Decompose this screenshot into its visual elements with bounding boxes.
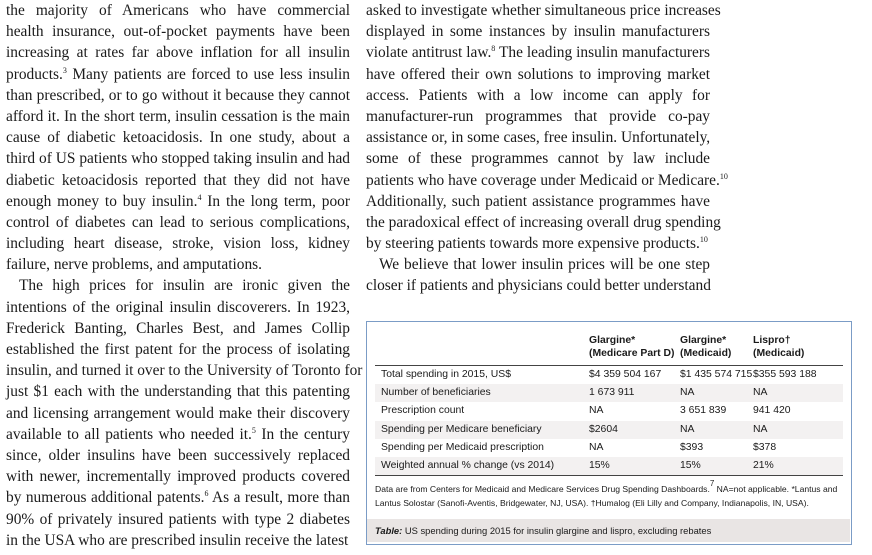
table-cell: 3 651 839 [680, 405, 727, 417]
text-line: The high prices for insulin are ironic given the [19, 277, 350, 295]
text-line: by numerous additional patents.$^6$ As a result, more than [6, 489, 350, 507]
text-line: available to all patients who needed it.$^5$ In the century [6, 425, 350, 443]
table-cell: 1 673 911 [589, 387, 635, 399]
caption-label: Table: [375, 525, 403, 536]
table-header [375, 329, 843, 365]
text-line: and licensing arrangement would make their discovery [6, 404, 350, 422]
table-row [375, 384, 843, 402]
caption-text: US spending during 2015 for insulin glargine and lispro, excluding rebates [402, 525, 712, 536]
table-figure [366, 321, 852, 545]
table-cell: $1 435 574 715 [680, 369, 753, 380]
text-line: by steering patients towards more expensive products.$^{10}$ [366, 235, 708, 253]
text-line: the majority of Americans who have commercial [6, 2, 350, 19]
table-cell: NA [753, 387, 768, 399]
text-line: access. Patients with a low income can apply for [366, 86, 710, 104]
table-cell: $378 [753, 441, 777, 453]
text-line: closer if patients and physicians could better understand [366, 277, 711, 295]
text-line: some of these programmes cannot by law include [366, 150, 710, 168]
table-cell: NA [680, 423, 695, 435]
table-cell: 15% [680, 459, 701, 471]
text-line: Frederick Banting, Charles Best, and James Collip [6, 319, 350, 337]
table-cell: 15% [589, 459, 610, 471]
table-row [375, 402, 843, 420]
text-line: with newer, incrementally improved products covered [6, 468, 350, 486]
table-cell: 941 420 [753, 405, 791, 417]
text-line: established the first patent for the process of isolating [6, 341, 350, 358]
header-lispro-medicaid: Lispro† (Medicaid) [753, 335, 805, 359]
row-label: Total spending in 2015, US$ [381, 369, 511, 380]
text-line: health insurance, out-of-pocket payments have been [6, 23, 350, 41]
table-cell: NA [680, 387, 695, 399]
header-glargine-medicare: Glargine* (Medicare Part D) [589, 335, 675, 359]
text-line: asked to investigate whether simultaneous price increases [366, 2, 721, 19]
text-line: afford it. In the short term, insulin cessation is the main [6, 107, 350, 125]
text-line: the paradoxical effect of increasing overall drug spending [366, 213, 721, 231]
text-line: have offered their own solutions to improving market [366, 65, 710, 83]
table-cell: $393 [680, 441, 704, 453]
text-line: products.$^3$ Many patients are forced to use less insulin [6, 65, 350, 83]
table-cell: $2604 [589, 423, 618, 435]
bottom-rule [375, 475, 843, 476]
row-label: Spending per Medicare beneficiary [381, 423, 542, 435]
text-line: 90% of privately insured patients with type 2 diabetes [6, 510, 350, 528]
row-label: Weighted annual % change (vs 2014) [381, 459, 555, 471]
table-footnote: Data are from Centers for Medicaid and Medicare Services Drug Spending Dashboards.$^7$ NA=not applicable. *Lantus and Lantus Solostar (Sanofi-Aventis, Bridgewater, NJ, USA). †Humalog (Eli Lilly and Company, Indianapolis, IN, USA). [375, 479, 838, 508]
text-line: violate antitrust law.$^8$ The leading insulin manufacturers [366, 44, 710, 62]
table-cell: $4 359 504 167 [589, 369, 662, 380]
text-line: control of diabetes can lead to serious complications, [6, 213, 350, 231]
table-caption [367, 519, 850, 542]
text-line: in the USA who are prescribed insulin receive the latest [6, 531, 349, 549]
text-line: patients who have coverage under Medicaid or Medicare.$^{10}$ [366, 171, 728, 189]
table-row [375, 439, 843, 457]
table-row [375, 421, 843, 439]
text-line: since, older insulins have been successively replaced [6, 446, 350, 464]
text-line: Additionally, such patient assistance programmes have [366, 192, 710, 210]
row-label: Prescription count [381, 405, 465, 417]
spending-table [375, 329, 843, 476]
table-cell: $355 593 188 [753, 369, 817, 380]
text-line: third of US patients who stopped taking insulin and had [6, 150, 350, 168]
text-line: assistance or, in some cases, free insulin. Unfortunately, [366, 129, 711, 147]
text-line: insulin, and turned it over to the University of Toronto for [6, 362, 363, 380]
left-text-column [6, 0, 363, 551]
row-label: Spending per Medicaid prescription [381, 441, 544, 453]
table-cell: NA [753, 423, 768, 435]
text-line: than prescribed, or to go without it because they cannot [6, 86, 350, 104]
table-row [375, 457, 843, 475]
table-cell: 21% [753, 459, 774, 471]
text-line: including heart disease, stroke, vision loss, kidney [6, 235, 350, 253]
text-line: cause of diabetic ketoacidosis. In one study, about a [6, 129, 350, 147]
table-cell: NA [589, 441, 604, 453]
text-line: enough money to buy insulin.$^4$ In the long term, poor [6, 192, 350, 210]
table-body [375, 366, 843, 475]
header-glargine-medicaid: Glargine* (Medicaid) [680, 335, 732, 359]
right-text-column [366, 0, 728, 297]
text-line: failure, nerve problems, and amputations. [6, 256, 263, 274]
text-line: We believe that lower insulin prices will be one step [379, 256, 710, 274]
text-line: intentions of the original insulin discoverers. In 1923, [6, 298, 350, 316]
table-cell: NA [589, 405, 604, 417]
text-line: displayed in some instances by insulin manufacturers [366, 23, 710, 41]
text-line: just $1 each with the understanding that this patenting [6, 383, 350, 401]
text-line: diabetic ketoacidosis reported that they did not have [6, 171, 350, 189]
row-label: Number of beneficiaries [381, 387, 491, 399]
text-line: manufacturer-run programmes that provide co-pay [366, 107, 710, 125]
table-row [375, 366, 843, 384]
text-line: increasing at rates far above inflation for all insulin [6, 44, 350, 62]
